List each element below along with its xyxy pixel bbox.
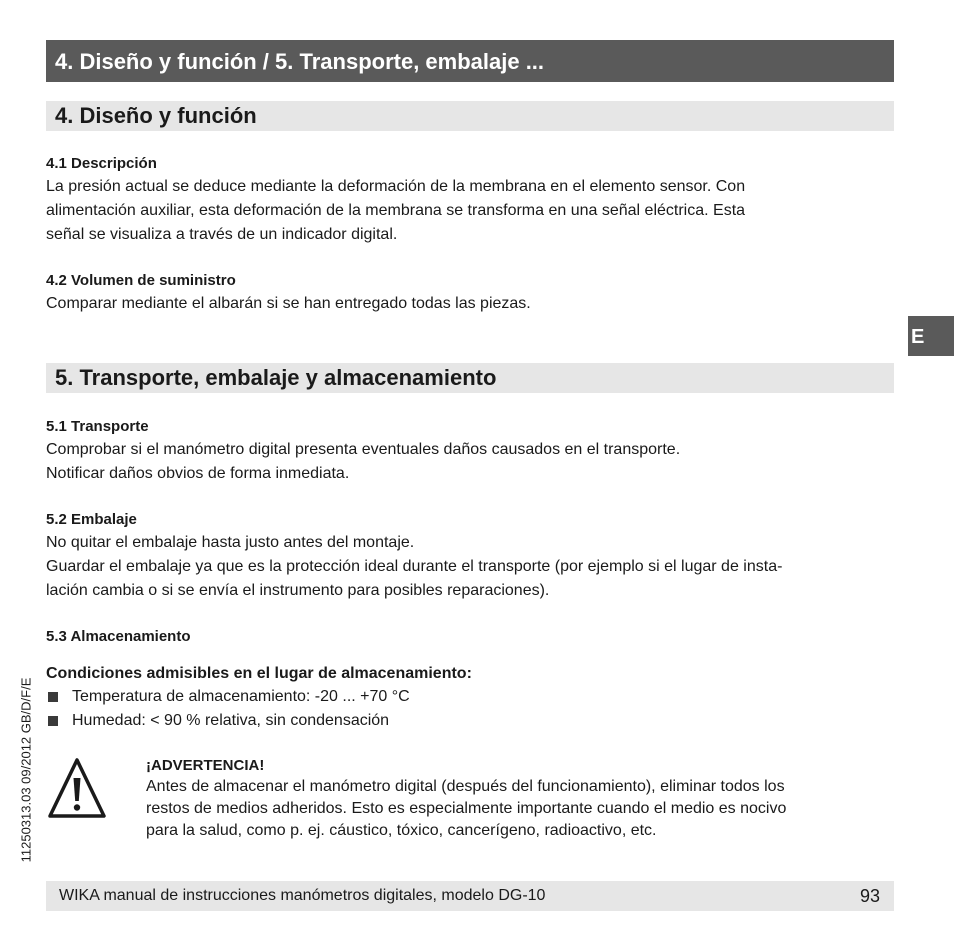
square-bullet-icon [48, 716, 58, 726]
section-4-title [46, 101, 894, 131]
section-5-title-text: 5. Transporte, embalaje y almacenamiento [55, 365, 497, 390]
paragraph-line: La presión actual se deduce mediante la deformación de la membrana en el elemento sensor. Con [46, 178, 746, 195]
storage-conditions-list [46, 685, 896, 733]
warning-line: restos de medios adheridos. Esto es especialmente importante cuando el medio es nocivo [146, 800, 787, 817]
paragraph-line: Comparar mediante el albarán si se han entregado todas las piezas. [46, 295, 531, 312]
section-5-1 [46, 416, 896, 486]
section-5-3 [46, 626, 896, 648]
warning-title: ¡ADVERTENCIA! [146, 757, 265, 774]
subsection-heading-5-2: 5.2 Embalaje [46, 511, 137, 528]
storage-conditions-heading: Condiciones admisibles en el lugar de almacenamiento: [46, 665, 472, 682]
paragraph-line: Comprobar si el manómetro digital presenta eventuales daños causados en el transporte. [46, 441, 681, 458]
storage-conditions [46, 663, 896, 733]
paragraph-line: señal se visualiza a través de un indicador digital. [46, 226, 398, 243]
subsection-heading-5-3: 5.3 Almacenamiento [46, 628, 191, 645]
list-item [46, 709, 896, 733]
language-tab [908, 316, 954, 356]
square-bullet-icon [48, 692, 58, 702]
list-item-text: Temperatura de almacenamiento: -20 ... +70 °C [72, 688, 410, 705]
warning-triangle-icon [46, 756, 108, 822]
footer-text: WIKA manual de instrucciones manómetros digitales, modelo DG-10 [59, 887, 546, 904]
document-code: 11250313.03 09/2012 GB/D/F/E [18, 677, 34, 863]
section-4-1 [46, 153, 896, 247]
warning-line: Antes de almacenar el manómetro digital (después del funcionamiento), eliminar todos los [146, 778, 785, 795]
subsection-heading-4-2: 4.2 Volumen de suministro [46, 272, 236, 289]
warning-line: para la salud, como p. ej. cáustico, tóxico, cancerígeno, radioactivo, etc. [146, 822, 657, 839]
page-header [46, 40, 894, 82]
subsection-heading-5-1: 5.1 Transporte [46, 418, 149, 435]
section-4-2 [46, 270, 896, 316]
page-number: 93 [859, 886, 880, 906]
language-tab-label: E [911, 326, 925, 348]
page-header-title: 4. Diseño y función / 5. Transporte, embalaje ... [55, 49, 545, 74]
list-item-text: Humedad: < 90 % relativa, sin condensación [72, 712, 390, 729]
page-footer [46, 881, 894, 911]
warning-block [146, 756, 886, 842]
paragraph-line: alimentación auxiliar, esta deformación de la membrana se transforma en una señal eléctrica. Esta [46, 202, 746, 219]
section-4-title-text: 4. Diseño y función [55, 103, 257, 128]
paragraph-line: lación cambia o si se envía el instrumento para posibles reparaciones). [46, 582, 550, 599]
paragraph-line: Guardar el embalaje ya que es la protección ideal durante el transporte (por ejemplo si el lugar de insta- [46, 558, 783, 575]
paragraph-line: Notificar daños obvios de forma inmediata. [46, 465, 350, 482]
paragraph-line: No quitar el embalaje hasta justo antes del montaje. [46, 534, 415, 551]
section-5-2 [46, 509, 896, 603]
subsection-heading-4-1: 4.1 Descripción [46, 155, 157, 172]
list-item [46, 685, 896, 709]
section-5-title [46, 363, 894, 393]
